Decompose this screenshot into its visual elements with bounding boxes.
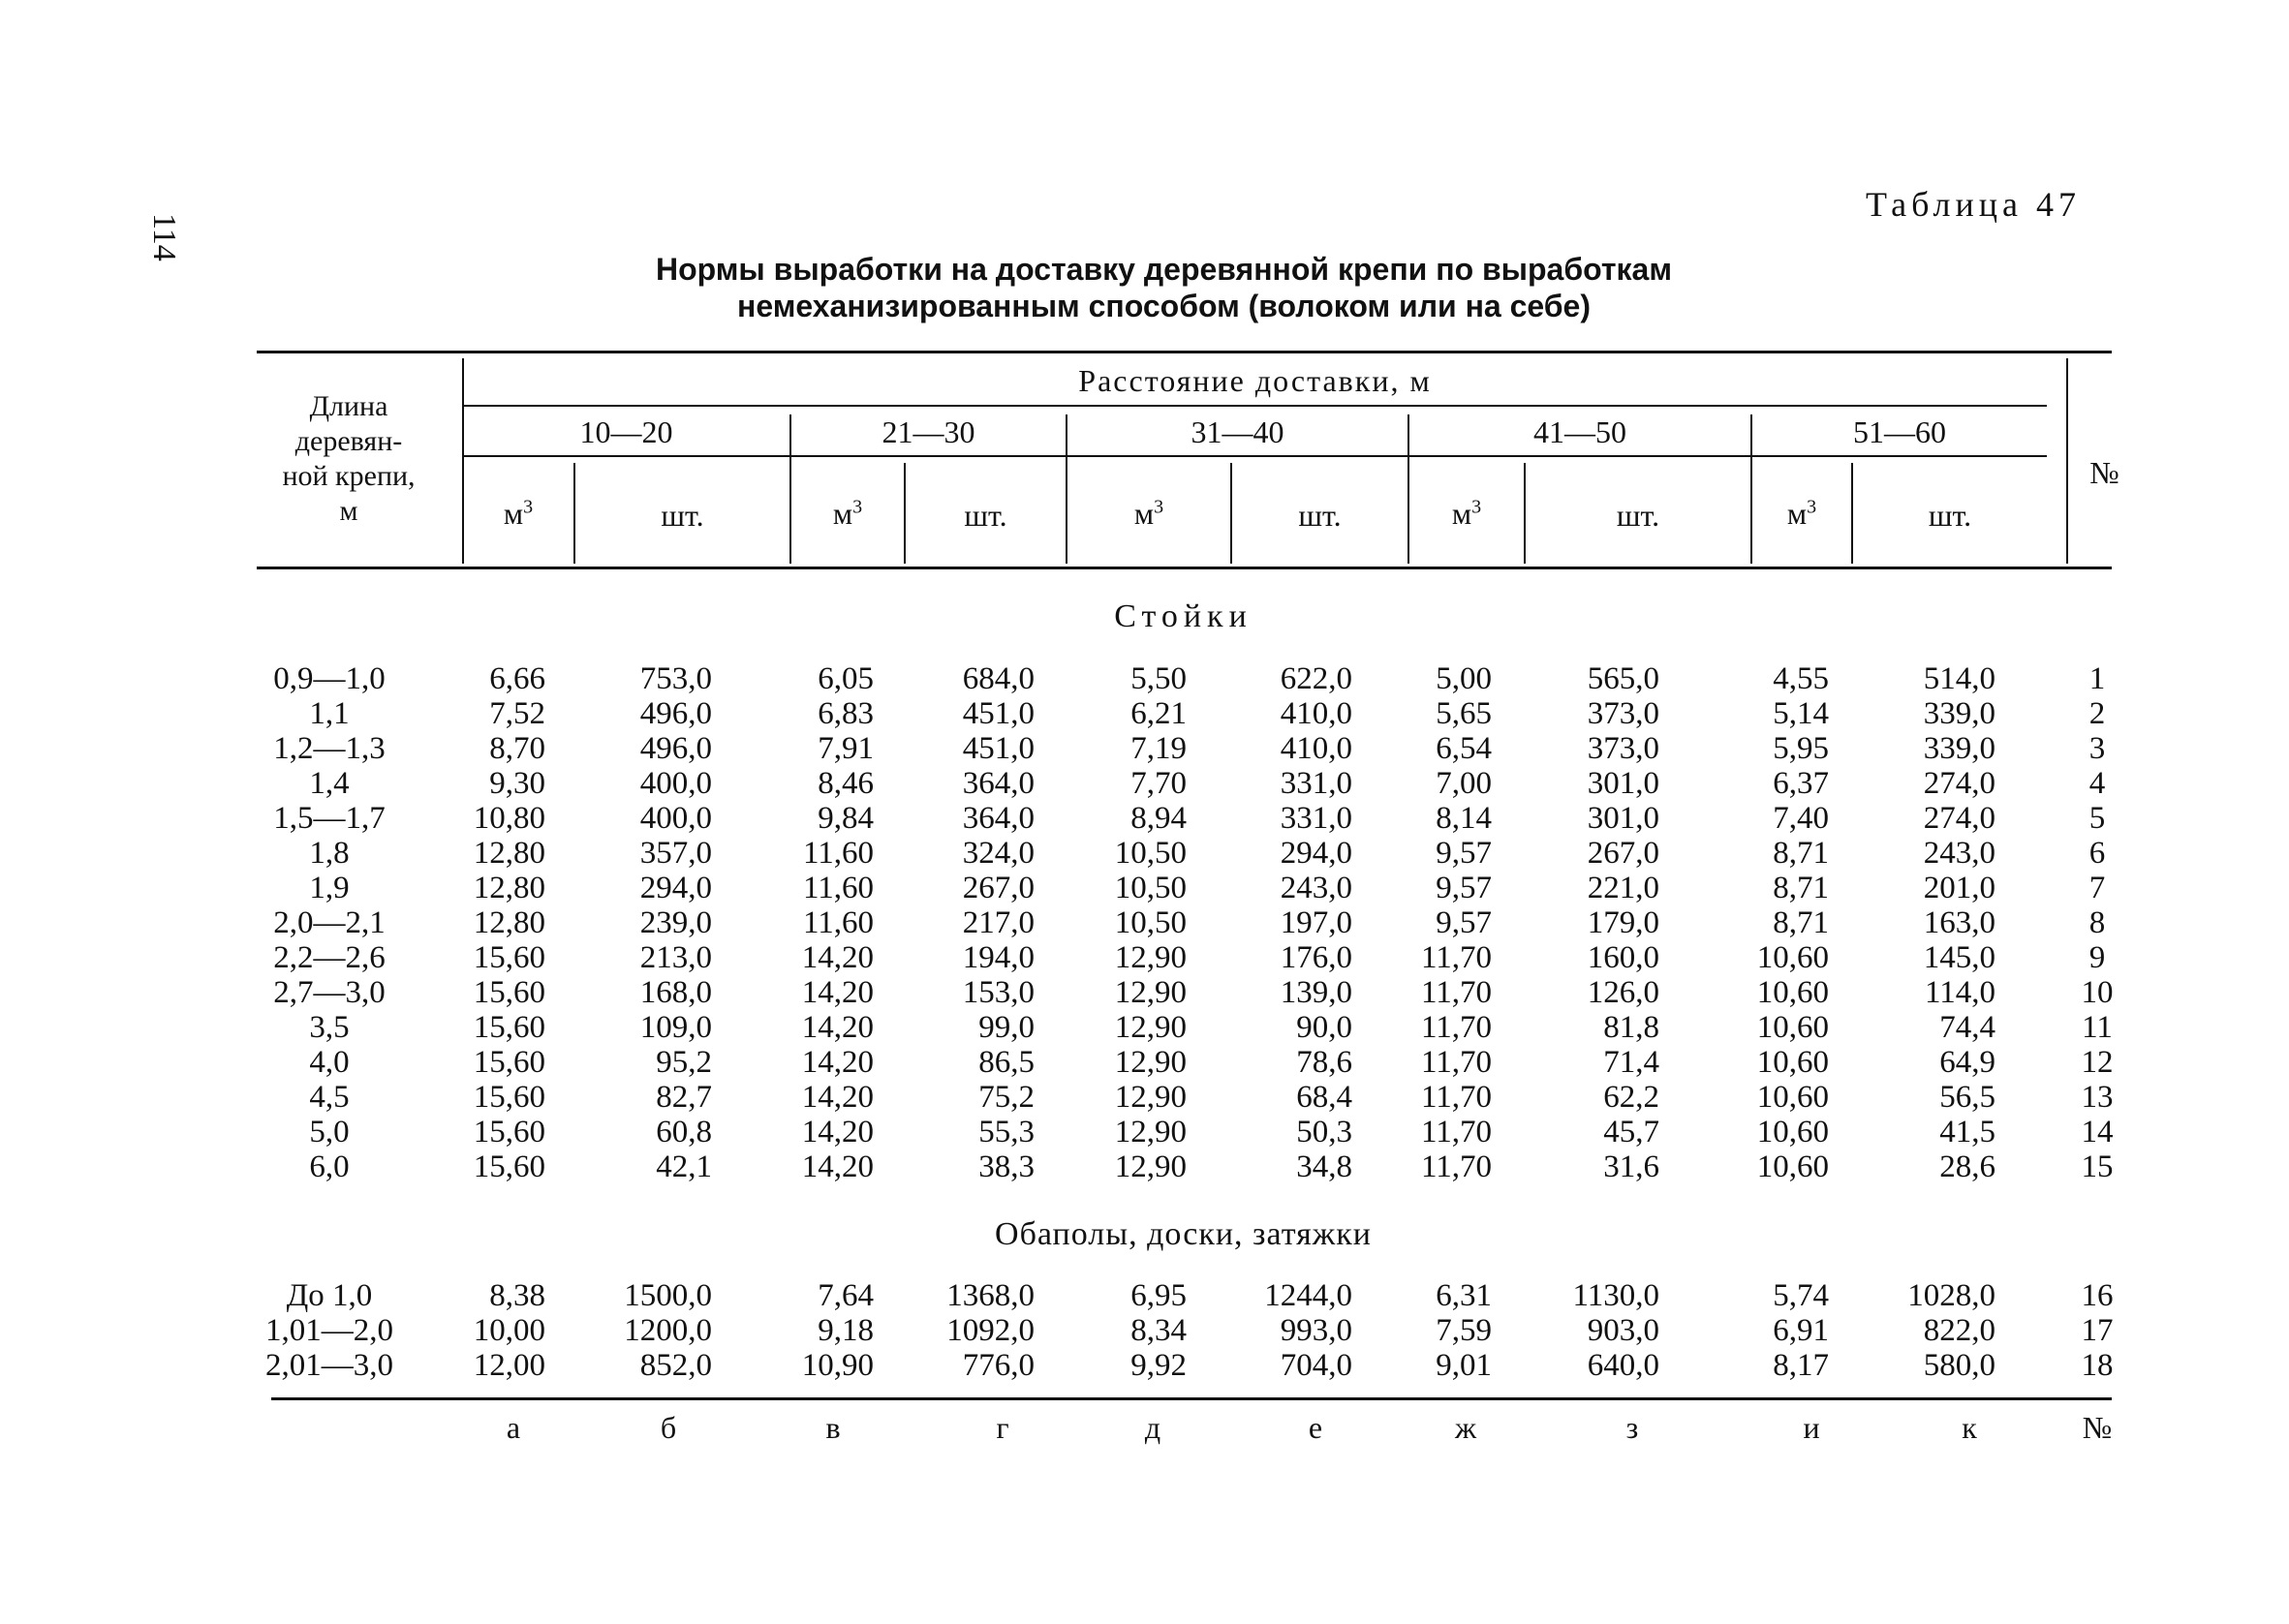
- cell-count-pcs: 274,0: [1923, 801, 1995, 836]
- table-row: [0, 1080, 2289, 1115]
- cell-count-pcs: 41,5: [1939, 1115, 1995, 1149]
- header-length-line-1: Длина: [309, 390, 388, 422]
- table-row: [0, 661, 2289, 696]
- cell-count-pcs: 339,0: [1923, 696, 1995, 731]
- cell-volume-m3: 10,60: [1756, 1149, 1829, 1184]
- cell-length: 1,8: [309, 836, 350, 871]
- cell-count-pcs: 78,6: [1296, 1045, 1352, 1080]
- cell-count-pcs: 514,0: [1923, 661, 1995, 696]
- cell-length: 2,7—3,0: [273, 975, 386, 1010]
- page-number: 114: [146, 213, 182, 261]
- cell-volume-m3: 7,19: [1130, 731, 1187, 766]
- cell-count-pcs: 410,0: [1280, 696, 1352, 731]
- cell-volume-m3: 9,57: [1436, 836, 1492, 871]
- cell-count-pcs: 640,0: [1587, 1348, 1659, 1383]
- cell-volume-m3: 12,90: [1114, 1149, 1187, 1184]
- cell-count-pcs: 1028,0: [1907, 1278, 1995, 1313]
- cell-row-number: 9: [2088, 940, 2106, 975]
- cell-count-pcs: 400,0: [639, 801, 712, 836]
- cell-count-pcs: 1092,0: [946, 1313, 1035, 1348]
- cell-count-pcs: 331,0: [1280, 766, 1352, 801]
- cell-volume-m3: 9,57: [1436, 871, 1492, 905]
- cell-count-pcs: 86,5: [978, 1045, 1035, 1080]
- cell-volume-m3: 9,18: [818, 1313, 874, 1348]
- cell-volume-m3: 6,91: [1773, 1313, 1829, 1348]
- header-range-4: 41—50: [1533, 414, 1626, 449]
- cell-length: 2,0—2,1: [273, 905, 386, 940]
- header-range-3: 31—40: [1191, 414, 1284, 449]
- cell-volume-m3: 15,60: [473, 940, 545, 975]
- cell-volume-m3: 11,70: [1420, 1149, 1492, 1184]
- cell-volume-m3: 11,70: [1420, 975, 1492, 1010]
- header-unit-pcs: шт.: [1298, 498, 1342, 533]
- cell-volume-m3: 7,70: [1130, 766, 1187, 801]
- cell-volume-m3: 14,20: [801, 1080, 874, 1115]
- cell-count-pcs: 45,7: [1603, 1115, 1659, 1149]
- cell-volume-m3: 8,38: [489, 1278, 545, 1313]
- table-label: Таблица 47: [1866, 185, 2081, 224]
- cell-volume-m3: 10,60: [1756, 1010, 1829, 1045]
- cell-count-pcs: 1200,0: [624, 1313, 712, 1348]
- header-distance-title: Расстояние доставки, м: [1078, 363, 1432, 398]
- cell-volume-m3: 8,94: [1130, 801, 1187, 836]
- cell-volume-m3: 7,64: [818, 1278, 874, 1313]
- cell-count-pcs: 274,0: [1923, 766, 1995, 801]
- cell-volume-m3: 12,80: [473, 905, 545, 940]
- cell-count-pcs: 160,0: [1587, 940, 1659, 975]
- cell-count-pcs: 580,0: [1923, 1348, 1995, 1383]
- table-row: [0, 1010, 2289, 1045]
- cell-volume-m3: 11,70: [1420, 940, 1492, 975]
- cell-row-number: 17: [2081, 1313, 2114, 1348]
- cell-count-pcs: 684,0: [962, 661, 1035, 696]
- cell-count-pcs: 822,0: [1923, 1313, 1995, 1348]
- table-row: [0, 1149, 2289, 1184]
- cell-count-pcs: 50,3: [1296, 1115, 1352, 1149]
- cell-row-number: 4: [2088, 766, 2106, 801]
- cell-count-pcs: 139,0: [1280, 975, 1352, 1010]
- cell-count-pcs: 1244,0: [1264, 1278, 1352, 1313]
- cell-volume-m3: 10,50: [1114, 905, 1187, 940]
- cell-volume-m3: 10,90: [801, 1348, 874, 1383]
- cell-volume-m3: 11,70: [1420, 1010, 1492, 1045]
- cell-row-number: 14: [2081, 1115, 2114, 1149]
- footer-letter: №: [2082, 1410, 2113, 1445]
- cell-count-pcs: 55,3: [978, 1115, 1035, 1149]
- cell-count-pcs: 451,0: [962, 696, 1035, 731]
- cell-volume-m3: 9,01: [1436, 1348, 1492, 1383]
- header-unit-pcs: шт.: [964, 498, 1007, 533]
- cell-count-pcs: 213,0: [639, 940, 712, 975]
- cell-volume-m3: 14,20: [801, 1149, 874, 1184]
- cell-volume-m3: 6,83: [818, 696, 874, 731]
- cell-volume-m3: 9,92: [1130, 1348, 1187, 1383]
- cell-count-pcs: 993,0: [1280, 1313, 1352, 1348]
- header-unit-pcs: шт.: [661, 498, 704, 533]
- table-row: [0, 766, 2289, 801]
- cell-length: 4,0: [309, 1045, 350, 1080]
- cell-length: 1,4: [309, 766, 350, 801]
- cell-row-number: 10: [2081, 975, 2114, 1010]
- cell-count-pcs: 357,0: [639, 836, 712, 871]
- cell-count-pcs: 1130,0: [1572, 1278, 1659, 1313]
- cell-count-pcs: 239,0: [639, 905, 712, 940]
- cell-count-pcs: 301,0: [1587, 766, 1659, 801]
- cell-row-number: 15: [2081, 1149, 2114, 1184]
- header-unit-m3: $м^3$: [1133, 496, 1164, 531]
- cell-volume-m3: 15,60: [473, 975, 545, 1010]
- cell-length: 1,2—1,3: [273, 731, 386, 766]
- cell-length: 1,1: [309, 696, 350, 731]
- cell-length: 0,9—1,0: [273, 661, 386, 696]
- cell-count-pcs: 267,0: [962, 871, 1035, 905]
- cell-count-pcs: 99,0: [978, 1010, 1035, 1045]
- cell-count-pcs: 496,0: [639, 696, 712, 731]
- header-range-5: 51—60: [1853, 414, 1946, 449]
- cell-count-pcs: 62,2: [1603, 1080, 1659, 1115]
- table-row: [0, 940, 2289, 975]
- cell-volume-m3: 7,52: [489, 696, 545, 731]
- cell-volume-m3: 10,50: [1114, 836, 1187, 871]
- cell-count-pcs: 176,0: [1280, 940, 1352, 975]
- cell-volume-m3: 12,80: [473, 836, 545, 871]
- cell-volume-m3: 11,60: [802, 836, 874, 871]
- section-title-obapoly: Обаполы, доски, затяжки: [995, 1216, 1372, 1252]
- header-number-column: №: [2089, 455, 2119, 490]
- cell-volume-m3: 11,70: [1420, 1045, 1492, 1080]
- table-row: [0, 1278, 2289, 1313]
- cell-length: 1,5—1,7: [273, 801, 386, 836]
- cell-count-pcs: 496,0: [639, 731, 712, 766]
- header-unit-m3: $м^3$: [1451, 496, 1482, 531]
- cell-volume-m3: 8,70: [489, 731, 545, 766]
- cell-count-pcs: 168,0: [639, 975, 712, 1010]
- cell-row-number: 7: [2088, 871, 2106, 905]
- cell-row-number: 13: [2081, 1080, 2114, 1115]
- cell-count-pcs: 90,0: [1296, 1010, 1352, 1045]
- cell-count-pcs: 34,8: [1296, 1149, 1352, 1184]
- table-row: [0, 1313, 2289, 1348]
- section-title-stoiki: Стойки: [1114, 598, 1253, 634]
- table-row: [0, 696, 2289, 731]
- cell-volume-m3: 7,91: [818, 731, 874, 766]
- cell-row-number: 8: [2088, 905, 2106, 940]
- footer-letter: б: [660, 1410, 677, 1445]
- header-unit-pcs: шт.: [1928, 498, 1972, 533]
- cell-count-pcs: 163,0: [1923, 905, 1995, 940]
- cell-volume-m3: 5,74: [1773, 1278, 1829, 1313]
- cell-volume-m3: 11,70: [1420, 1080, 1492, 1115]
- cell-count-pcs: 75,2: [978, 1080, 1035, 1115]
- cell-count-pcs: 31,6: [1603, 1149, 1659, 1184]
- header-unit-m3: $м^3$: [832, 496, 863, 531]
- cell-volume-m3: 9,57: [1436, 905, 1492, 940]
- cell-length: До 1,0: [286, 1278, 373, 1313]
- cell-count-pcs: 60,8: [656, 1115, 712, 1149]
- cell-length: 1,01—2,0: [265, 1313, 393, 1348]
- cell-count-pcs: 294,0: [639, 871, 712, 905]
- table-row: [0, 1115, 2289, 1149]
- cell-volume-m3: 10,60: [1756, 975, 1829, 1010]
- cell-volume-m3: 12,00: [473, 1348, 545, 1383]
- cell-count-pcs: 217,0: [962, 905, 1035, 940]
- footer-letter: е: [1308, 1410, 1323, 1445]
- cell-count-pcs: 42,1: [656, 1149, 712, 1184]
- cell-count-pcs: 364,0: [962, 801, 1035, 836]
- cell-volume-m3: 10,60: [1756, 1115, 1829, 1149]
- cell-count-pcs: 243,0: [1280, 871, 1352, 905]
- cell-volume-m3: 8,14: [1436, 801, 1492, 836]
- cell-volume-m3: 8,71: [1773, 905, 1829, 940]
- cell-volume-m3: 8,17: [1773, 1348, 1829, 1383]
- cell-volume-m3: 6,05: [818, 661, 874, 696]
- cell-volume-m3: 14,20: [801, 975, 874, 1010]
- cell-volume-m3: 15,60: [473, 1045, 545, 1080]
- cell-volume-m3: 10,80: [473, 801, 545, 836]
- cell-count-pcs: 410,0: [1280, 731, 1352, 766]
- cell-volume-m3: 12,90: [1114, 1115, 1187, 1149]
- table-row: [0, 871, 2289, 905]
- cell-count-pcs: 243,0: [1923, 836, 1995, 871]
- cell-row-number: 12: [2081, 1045, 2114, 1080]
- header-unit-m3: $м^3$: [1786, 496, 1817, 531]
- cell-volume-m3: 14,20: [801, 940, 874, 975]
- distance-title-rule: [463, 405, 2047, 407]
- cell-volume-m3: 5,14: [1773, 696, 1829, 731]
- cell-length: 5,0: [309, 1115, 350, 1149]
- table-row: [0, 975, 2289, 1010]
- cell-count-pcs: 324,0: [962, 836, 1035, 871]
- cell-volume-m3: 11,60: [802, 905, 874, 940]
- table-row: [0, 801, 2289, 836]
- table-title-line-2: немеханизированным способом (волоком или на себе): [736, 289, 1591, 323]
- cell-volume-m3: 10,60: [1756, 1045, 1829, 1080]
- cell-volume-m3: 5,65: [1436, 696, 1492, 731]
- header-unit-pcs: шт.: [1616, 498, 1660, 533]
- cell-count-pcs: 194,0: [962, 940, 1035, 975]
- cell-count-pcs: 109,0: [639, 1010, 712, 1045]
- cell-volume-m3: 14,20: [801, 1010, 874, 1045]
- cell-volume-m3: 9,84: [818, 801, 874, 836]
- cell-row-number: 3: [2088, 731, 2106, 766]
- cell-volume-m3: 15,60: [473, 1149, 545, 1184]
- range-rule: [463, 455, 2047, 457]
- footer-letter: в: [825, 1410, 841, 1445]
- cell-volume-m3: 4,55: [1773, 661, 1829, 696]
- cell-row-number: 6: [2088, 836, 2106, 871]
- cell-count-pcs: 565,0: [1587, 661, 1659, 696]
- cell-volume-m3: 7,59: [1436, 1313, 1492, 1348]
- cell-count-pcs: 339,0: [1923, 731, 1995, 766]
- cell-length: 6,0: [309, 1149, 350, 1184]
- footer-letter: г: [996, 1410, 1009, 1445]
- cell-count-pcs: 201,0: [1923, 871, 1995, 905]
- cell-length: 2,01—3,0: [265, 1348, 393, 1383]
- cell-length: 2,2—2,6: [273, 940, 386, 975]
- cell-count-pcs: 753,0: [639, 661, 712, 696]
- cell-count-pcs: 903,0: [1587, 1313, 1659, 1348]
- cell-count-pcs: 126,0: [1587, 975, 1659, 1010]
- cell-count-pcs: 114,0: [1924, 975, 1995, 1010]
- cell-count-pcs: 71,4: [1603, 1045, 1659, 1080]
- cell-volume-m3: 11,60: [802, 871, 874, 905]
- header-bottom-rule: [257, 567, 2112, 569]
- cell-count-pcs: 776,0: [962, 1348, 1035, 1383]
- cell-length: 1,9: [309, 871, 350, 905]
- cell-volume-m3: 7,40: [1773, 801, 1829, 836]
- cell-count-pcs: 704,0: [1280, 1348, 1352, 1383]
- cell-count-pcs: 81,8: [1603, 1010, 1659, 1045]
- cell-row-number: 16: [2081, 1278, 2114, 1313]
- cell-count-pcs: 294,0: [1280, 836, 1352, 871]
- cell-count-pcs: 153,0: [962, 975, 1035, 1010]
- cell-count-pcs: 400,0: [639, 766, 712, 801]
- cell-row-number: 18: [2081, 1348, 2114, 1383]
- cell-length: 3,5: [309, 1010, 350, 1045]
- cell-count-pcs: 221,0: [1587, 871, 1659, 905]
- cell-count-pcs: 373,0: [1587, 696, 1659, 731]
- cell-count-pcs: 82,7: [656, 1080, 712, 1115]
- cell-volume-m3: 5,95: [1773, 731, 1829, 766]
- cell-volume-m3: 12,90: [1114, 1010, 1187, 1045]
- header-length-line-4: м: [339, 495, 358, 527]
- footer-letter: з: [1625, 1410, 1639, 1445]
- cell-count-pcs: 622,0: [1280, 661, 1352, 696]
- cell-count-pcs: 364,0: [962, 766, 1035, 801]
- cell-volume-m3: 6,21: [1130, 696, 1187, 731]
- cell-volume-m3: 12,90: [1114, 940, 1187, 975]
- footer-letter: и: [1803, 1410, 1820, 1445]
- cell-volume-m3: 15,60: [473, 1080, 545, 1115]
- cell-volume-m3: 12,90: [1114, 1045, 1187, 1080]
- cell-volume-m3: 10,50: [1114, 871, 1187, 905]
- table-row: [0, 1045, 2289, 1080]
- cell-count-pcs: 28,6: [1939, 1149, 1995, 1184]
- cell-count-pcs: 1500,0: [624, 1278, 712, 1313]
- cell-count-pcs: 95,2: [656, 1045, 712, 1080]
- header-length-column: [247, 389, 450, 529]
- footer-letter: а: [506, 1410, 521, 1445]
- cell-count-pcs: 56,5: [1939, 1080, 1995, 1115]
- footer-letter: д: [1144, 1410, 1161, 1445]
- cell-length: 4,5: [309, 1080, 350, 1115]
- cell-volume-m3: 14,20: [801, 1045, 874, 1080]
- cell-volume-m3: 12,90: [1114, 1080, 1187, 1115]
- header-length-line-2: деревян-: [294, 425, 403, 457]
- cell-volume-m3: 15,60: [473, 1010, 545, 1045]
- cell-volume-m3: 6,95: [1130, 1278, 1187, 1313]
- cell-count-pcs: 267,0: [1587, 836, 1659, 871]
- cell-volume-m3: 10,60: [1756, 940, 1829, 975]
- table-top-rule: [257, 351, 2112, 353]
- cell-volume-m3: 10,00: [473, 1313, 545, 1348]
- cell-volume-m3: 5,50: [1130, 661, 1187, 696]
- cell-volume-m3: 7,00: [1436, 766, 1492, 801]
- table-row: [0, 731, 2289, 766]
- header-length-line-3: ной крепи,: [282, 460, 416, 492]
- cell-row-number: 2: [2088, 696, 2106, 731]
- cell-count-pcs: 373,0: [1587, 731, 1659, 766]
- cell-count-pcs: 451,0: [962, 731, 1035, 766]
- cell-volume-m3: 14,20: [801, 1115, 874, 1149]
- cell-volume-m3: 6,66: [489, 661, 545, 696]
- cell-count-pcs: 38,3: [978, 1149, 1035, 1184]
- cell-volume-m3: 6,31: [1436, 1278, 1492, 1313]
- cell-volume-m3: 8,34: [1130, 1313, 1187, 1348]
- table-row: [0, 1348, 2289, 1383]
- cell-count-pcs: 1368,0: [946, 1278, 1035, 1313]
- cell-volume-m3: 11,70: [1420, 1115, 1492, 1149]
- cell-volume-m3: 6,54: [1436, 731, 1492, 766]
- cell-row-number: 1: [2088, 661, 2106, 696]
- table-row: [0, 836, 2289, 871]
- cell-volume-m3: 12,90: [1114, 975, 1187, 1010]
- cell-count-pcs: 179,0: [1587, 905, 1659, 940]
- cell-count-pcs: 64,9: [1939, 1045, 1995, 1080]
- cell-volume-m3: 8,71: [1773, 836, 1829, 871]
- cell-volume-m3: 5,00: [1436, 661, 1492, 696]
- cell-count-pcs: 852,0: [639, 1348, 712, 1383]
- cell-volume-m3: 6,37: [1773, 766, 1829, 801]
- header-unit-m3: $м^3$: [503, 496, 534, 531]
- cell-volume-m3: 10,60: [1756, 1080, 1829, 1115]
- cell-volume-m3: 8,71: [1773, 871, 1829, 905]
- cell-count-pcs: 301,0: [1587, 801, 1659, 836]
- cell-count-pcs: 197,0: [1280, 905, 1352, 940]
- table-bottom-rule: [271, 1397, 2112, 1400]
- header-range-2: 21—30: [882, 414, 975, 449]
- cell-count-pcs: 145,0: [1923, 940, 1995, 975]
- cell-volume-m3: 15,60: [473, 1115, 545, 1149]
- footer-letter: к: [1962, 1410, 1977, 1445]
- cell-volume-m3: 8,46: [818, 766, 874, 801]
- cell-row-number: 11: [2082, 1010, 2113, 1045]
- cell-count-pcs: 68,4: [1296, 1080, 1352, 1115]
- cell-volume-m3: 12,80: [473, 871, 545, 905]
- footer-letter: ж: [1454, 1410, 1477, 1445]
- table-title-line-1: Нормы выработки на доставку деревянной крепи по выработкам: [655, 252, 1673, 287]
- cell-count-pcs: 74,4: [1939, 1010, 1995, 1045]
- table-row: [0, 905, 2289, 940]
- header-range-1: 10—20: [579, 414, 673, 449]
- cell-row-number: 5: [2088, 801, 2106, 836]
- cell-count-pcs: 331,0: [1280, 801, 1352, 836]
- cell-volume-m3: 9,30: [489, 766, 545, 801]
